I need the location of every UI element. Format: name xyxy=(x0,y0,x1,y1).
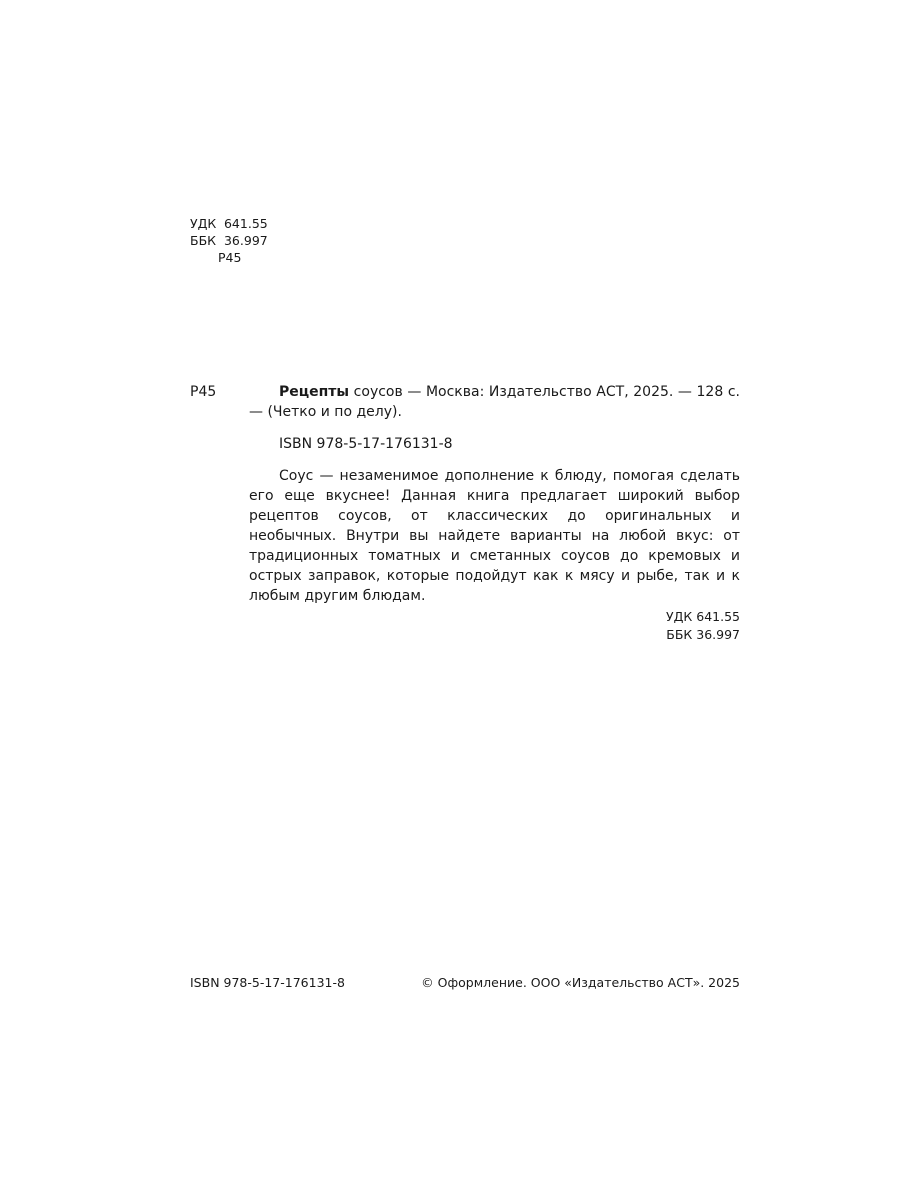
book-title: Рецепты xyxy=(279,384,350,400)
udk-row xyxy=(190,215,268,232)
annotation: Соус — незаменимое дополнение к блюду, помогая сделать его еще вкуснее! Данная книга предлагает широкий выбор рецептов соусов, от классических до оригинальных и необычных. Внутри вы найдете варианты на любой вкус: от традиционных томатных и сметанных соусов до кремовых и острых заправок, которые подойдут как к мясу и рыбе, так и к любым другим блюдам. xyxy=(249,468,740,604)
footer-copyright: © Оформление. ООО «Издательство АСТ». 2025 xyxy=(421,975,740,990)
entry-heading xyxy=(249,382,740,422)
author-mark: Р45 xyxy=(190,384,217,400)
bbk-row xyxy=(190,232,268,249)
entry-description: соусов — Москва: Издательство АСТ, 2025. — 128 с. — (Четко и по делу). xyxy=(249,384,740,420)
classification-block xyxy=(190,215,268,266)
footer-isbn: ISBN 978-5-17-176131-8 xyxy=(190,975,345,990)
bbk-label: ББК xyxy=(190,233,217,248)
udk-label: УДК xyxy=(190,216,217,231)
bbk-value: 36.997 xyxy=(223,233,268,248)
udk-value: 641.55 xyxy=(223,216,268,231)
bbk-right: ББК 36.997 xyxy=(666,627,740,642)
bibliographic-entry xyxy=(249,382,740,644)
right-codes xyxy=(249,608,740,644)
author-mark-top: Р45 xyxy=(218,250,242,265)
entry-isbn: ISBN 978-5-17-176131-8 xyxy=(279,436,453,452)
udk-right: УДК 641.55 xyxy=(666,609,740,624)
